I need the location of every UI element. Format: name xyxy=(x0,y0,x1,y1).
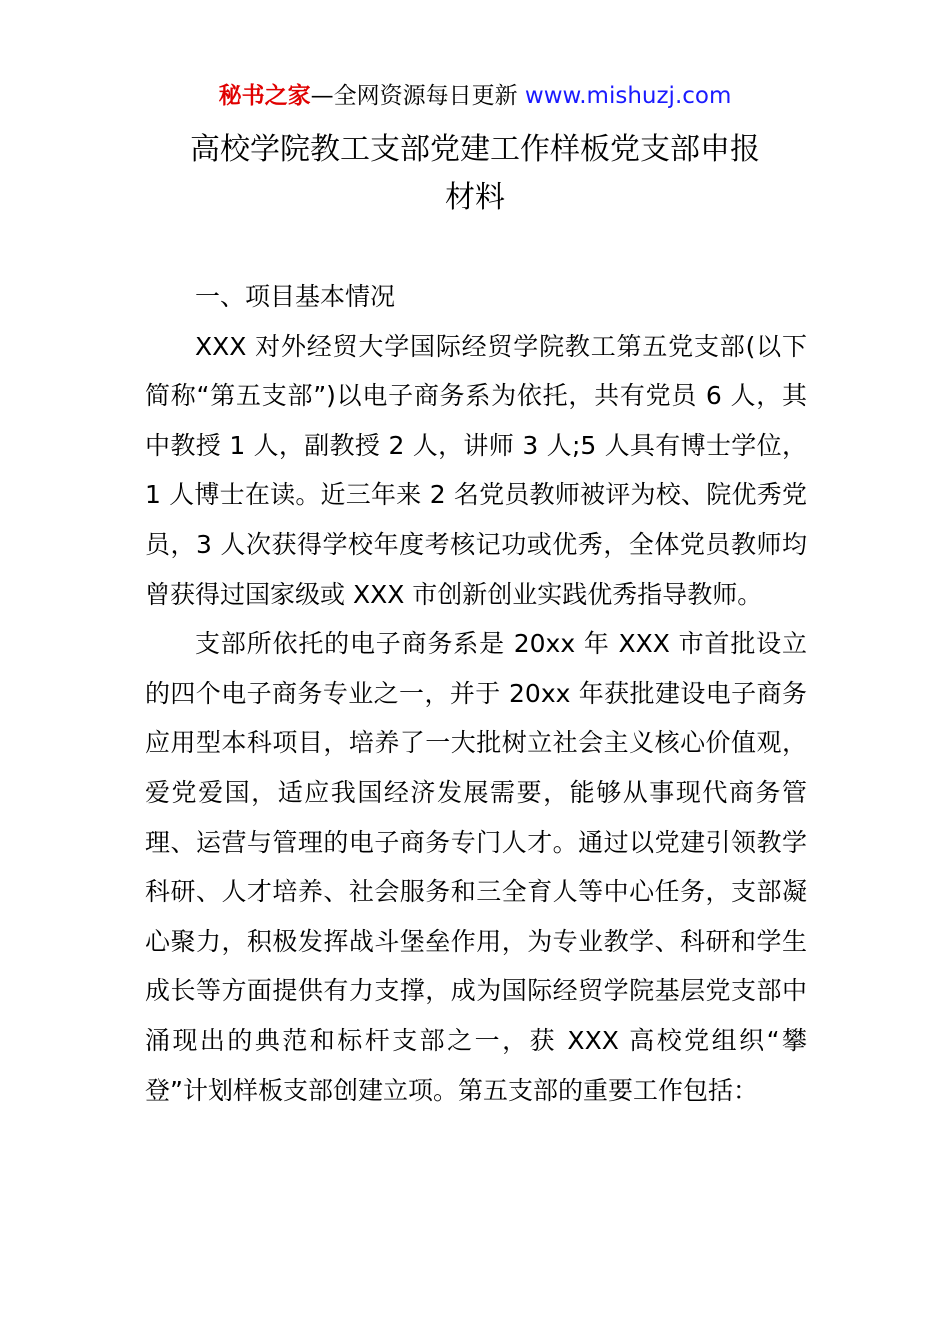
brand-name: 秘书之家 xyxy=(218,83,311,109)
paragraph-2: 支部所依托的电子商务系是 20xx 年 XXX 市首批设立的四个电子商务专业之一，并于 20xx 年获批建设电子商务应用型本科项目，培养了一大批树立社会主义核心价值观，爱党爱国，适应我国经济发展需要，能够从事现代商务管理、运营与管理的电子商务专门人才。通过以党建引领教学科研、人才培养、社会服务和三全育人等中心任务，支部凝心聚力，积极发挥战斗堡垒作用，为专业教学、科研和学生成长等方面提供有力支撑，成为国际经贸学院基层党支部中涌现出的典范和标杆支部之一，获 XXX 高校党组织“攀登”计划样板支部创建立项。第五支部的重要工作包括： xyxy=(145,629,807,1105)
document-title xyxy=(145,126,805,222)
title-line-2: 材料 xyxy=(445,180,505,215)
paragraph-1: XXX 对外经贸大学国际经贸学院教工第五党支部(以下简称“第五支部”)以电子商务系为依托，共有党员 6 人，其中教授 1 人，副教授 2 人，讲师 3 人;5 人具有博士学位，1 人博士在读。近三年来 2 名党员教师被评为校、院优秀党员，3 人次获得学校年度考核记功或优秀，全体党员教师均曾获得过国家级或 XXX 市创新创业实践优秀指导教师。 xyxy=(145,331,807,609)
site-header xyxy=(0,80,950,112)
document-body xyxy=(145,272,807,1115)
header-tagline: —全网资源每日更新 xyxy=(310,83,525,109)
section-heading: 一、项目基本情况 xyxy=(195,282,396,311)
site-url[interactable]: www.mishuzj.com xyxy=(524,83,732,109)
title-line-1: 高校学院教工支部党建工作样板党支部申报 xyxy=(190,132,760,167)
